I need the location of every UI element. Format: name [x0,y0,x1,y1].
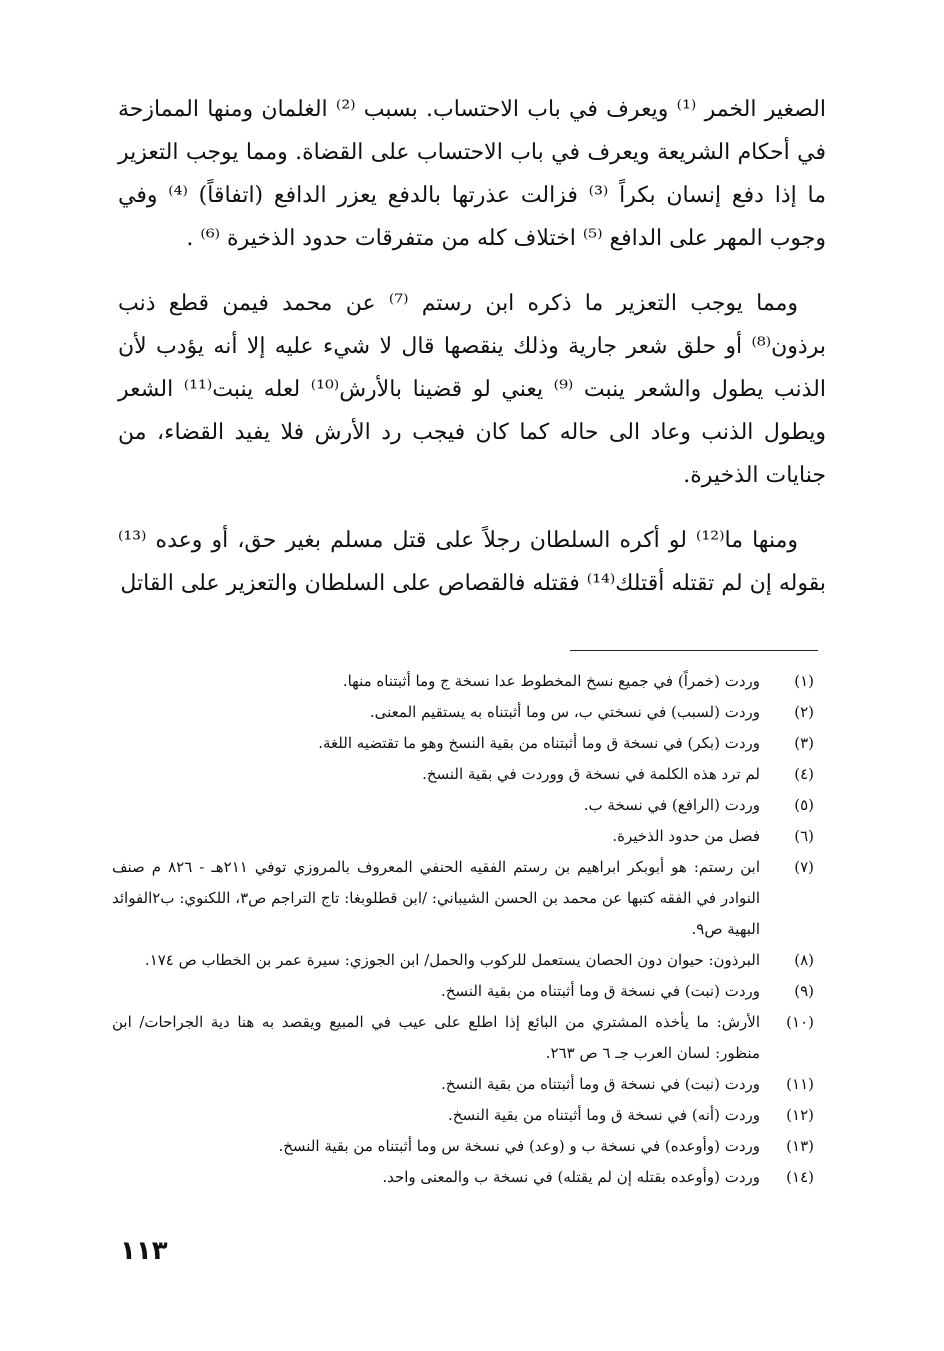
footnote-text: الأرش: ما يأخذه المشتري من البائع إذا اطلع على عيب في المبيع ويقصد به هنا دية الجراحات/ ابن منظور: لسان العرب جـ ٦ ص ٢٦٣. [112,1013,760,1062]
footnote-separator [570,650,818,651]
footnote-item [112,666,814,697]
footnote-number: (٣) [794,734,814,752]
footnote-number: (١٣) [786,1137,814,1155]
footnote-text: فصل من حدود الذخيرة. [612,827,760,845]
footnote-number: (١٢) [786,1106,814,1124]
footnote-text: وردت (وأوعده بقتله إن لم يقتله) في نسخة ب والمعنى واحد. [382,1168,760,1186]
footnote-item [112,1069,814,1100]
paragraph: الصغير الخمر ⁽¹⁾ ويعرف في باب الاحتساب. بسبب ⁽²⁾ الغلمان ومنها الممازحة في أحكام الشريعة ويعرف في باب الاحتساب على القضاة. ومما يوجب التعزير ما إذا دفع إنسان بكراً ⁽³⁾ فزالت عذرتها بالدفع يعزر الدافع (اتفاقاً) ⁽⁴⁾ وفي وجوب المهر على الدافع ⁽⁵⁾ اختلاف كله من متفرقات حدود الذخيرة ⁽⁶⁾ . [118,97,826,251]
footnote-item [112,1162,814,1193]
main-text [118,88,826,605]
footnote-number: (٤) [794,765,814,783]
footnote-number: (٦) [794,827,814,845]
footnote-item [112,1131,814,1162]
footnote-number: (٩) [794,982,814,1000]
footnote-number: (٨) [794,951,814,969]
footnote-number: (٥) [794,796,814,814]
footnote-number: (١) [794,672,814,690]
footnote-text: وردت (بكر) في نسخة ق وما أثبتناه من بقية النسخ وهو ما تقتضيه اللغة. [318,734,760,752]
footnote-text: وردت (لسبب) في نسختي ب، س وما أثبتناه به يستقيم المعنى. [369,703,760,721]
footnote-item [112,759,814,790]
footnote-text: لم ترد هذه الكلمة في نسخة ق ووردت في بقية النسخ. [422,765,760,783]
footnote-item [112,852,814,945]
footnote-item [112,945,814,976]
footnote-number: (١٠) [786,1013,814,1031]
page-number: ١١٣ [120,1236,168,1266]
paragraph: ومما يوجب التعزير ما ذكره ابن رستم ⁽⁷⁾ عن محمد فيمن قطع ذنب برذون⁽⁸⁾ أو حلق شعر جارية وذلك ينقصها قال لا شيء عليه إلا أنه يؤدب لأن الذنب يطول والشعر ينبت ⁽⁹⁾ يعني لو قضينا بالأرش⁽¹⁰⁾ لعله ينبت⁽¹¹⁾ الشعر ويطول الذنب وعاد الى حاله كما كان فيجب رد الأرش فلا يفيد القضاء، من جنايات الذخيرة. [118,291,826,488]
footnote-number: (١٤) [786,1168,814,1186]
footnote-text: وردت (نبت) في نسخة ق وما أثبتناه من بقية النسخ. [440,982,760,1000]
footnote-number: (٢) [794,703,814,721]
footnote-number: (١١) [786,1075,814,1093]
footnote-text: ابن رستم: هو أبوبكر ابراهيم بن رستم الفقيه الحنفي المعروف بالمروزي توفي ٢١١هـ - ٨٢٦ م صنف النوادر في الفقه كتبها عن محمد بن الحسن الشيباني: /ابن قطلوبغا: تاج التراجم ص٣، اللكنوي: ب٢الفوائد البهية ص٩. [112,858,760,938]
footnote-item [112,1007,814,1069]
footnotes [112,666,814,1193]
footnote-text: وردت (خمراً) في جميع نسخ المخطوط عدا نسخة ج وما أثبتناه منها. [342,672,760,690]
paragraph: ومنها ما⁽¹²⁾ لو أكره السلطان رجلاً على قتل مسلم بغير حق، أو وعده ⁽¹³⁾ بقوله إن لم تقتله أقتلك⁽¹⁴⁾ فقتله فالقصاص على السلطان والتعزير على القاتل [118,528,826,596]
footnote-text: وردت (أنه) في نسخة ق وما أثبتناه من بقية النسخ. [448,1106,760,1124]
footnote-number: (٧) [794,858,814,876]
footnote-item [112,821,814,852]
footnote-item [112,976,814,1007]
footnote-text: البرذون: حيوان دون الحصان يستعمل للركوب والحمل/ ابن الجوزي: سيرة عمر بن الخطاب ص ١٧٤. [144,951,760,969]
footnote-text: وردت (وأوعده) في نسخة ب و (وعد) في نسخة س وما أثبتناه من بقية النسخ. [278,1137,760,1155]
footnote-item [112,790,814,821]
footnote-item [112,728,814,759]
footnote-text: وردت (نبت) في نسخة ق وما أثبتناه من بقية النسخ. [440,1075,760,1093]
footnote-item [112,1100,814,1131]
footnote-text: وردت (الرافع) في نسخة ب. [583,796,760,814]
footnote-item [112,697,814,728]
